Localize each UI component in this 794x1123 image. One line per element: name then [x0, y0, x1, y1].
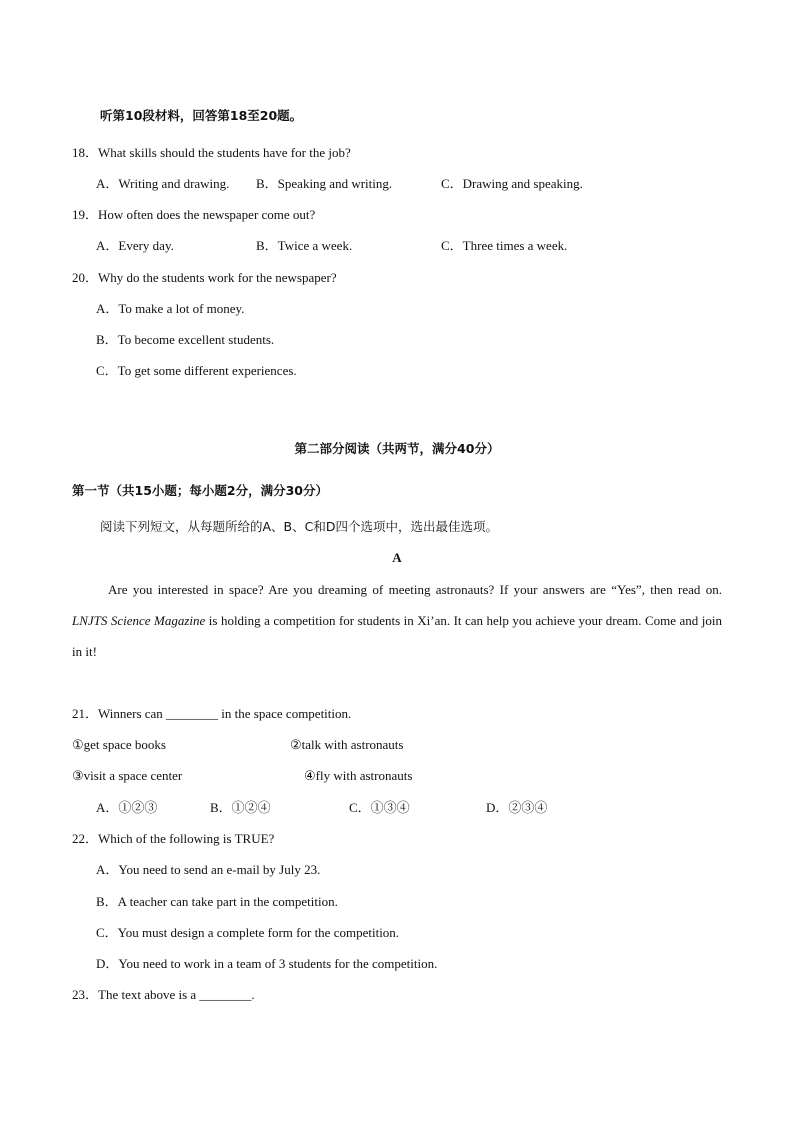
passage-paragraph: [72, 574, 722, 667]
question-22-option-c: C．You must design a complete form for the competition.: [96, 925, 400, 940]
question-18-option-c: C．Drawing and speaking.: [441, 176, 583, 191]
listening-section-header: 听第10段材料，回答第18至20题。: [100, 108, 303, 123]
question-22-stem: 22．Which of the following is TRUE?: [72, 831, 275, 846]
magazine-title: LNJTS Science Magazine: [72, 613, 206, 628]
question-21-option-a: A．①②③: [96, 800, 158, 815]
question-21-stem: 21．Winners can ________ in the space competition.: [72, 706, 352, 721]
part2-title: 第二部分阅读（共两节，满分40分）: [294, 441, 500, 456]
question-23-stem: 23．The text above is a ________.: [72, 987, 255, 1002]
question-21-item-2: ②talk with astronauts: [290, 737, 404, 752]
question-21-item-3: ③visit a space center: [72, 768, 183, 783]
part2-section1-header: 第一节（共15小题；每小题2分，满分30分）: [72, 483, 328, 498]
part2-instruction: 阅读下列短文，从每题所给的A、B、C和D四个选项中，选出最佳选项。: [100, 519, 498, 534]
question-20-option-c: C．To get some different experiences.: [96, 363, 297, 378]
question-18-option-b: B．Speaking and writing.: [256, 176, 393, 191]
question-22-option-b: B．A teacher can take part in the competition.: [96, 894, 338, 909]
question-20-option-a: A．To make a lot of money.: [96, 301, 245, 316]
question-19-option-b: B．Twice a week.: [256, 238, 353, 253]
question-22-option-d: D．You need to work in a team of 3 students for the competition.: [96, 956, 438, 971]
question-19-stem: 19．How often does the newspaper come out?: [72, 207, 316, 222]
question-21-option-b: B．①②④: [210, 800, 271, 815]
question-21-option-d: D．②③④: [486, 800, 548, 815]
passage-text-1: Are you interested in space? Are you dreaming of meeting astronauts? If your answers are “Yes”, then read on.: [108, 582, 722, 597]
passage-text-2: is holding a competition for students in Xi’an. It can help you achieve your dream. Come and join in it!: [72, 613, 723, 659]
question-19-option-a: A．Every day.: [96, 238, 174, 253]
question-21-item-4: ④fly with astronauts: [304, 768, 413, 783]
question-22-option-a: A．You need to send an e-mail by July 23.: [96, 862, 321, 877]
question-20-option-b: B．To become excellent students.: [96, 332, 275, 347]
question-19-option-c: C．Three times a week.: [441, 238, 568, 253]
question-18-option-a: A．Writing and drawing.: [96, 176, 230, 191]
passage-label: A: [392, 550, 402, 565]
question-18-stem: 18．What skills should the students have for the job?: [72, 145, 351, 160]
question-21-item-1: ①get space books: [72, 737, 166, 752]
question-20-stem: 20．Why do the students work for the newspaper?: [72, 270, 337, 285]
question-21-option-c: C．①③④: [349, 800, 410, 815]
